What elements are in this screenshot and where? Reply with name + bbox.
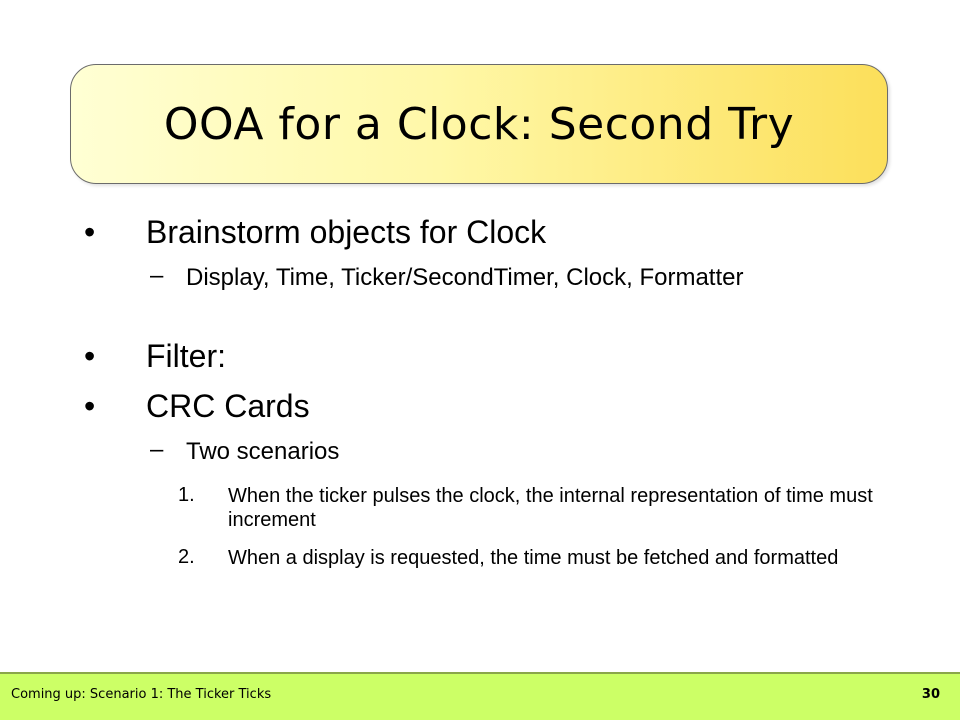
sub-bullet-text: Display, Time, Ticker/SecondTimer, Clock, Formatter — [186, 264, 744, 291]
page-number: 30 — [921, 687, 940, 702]
footer-bar — [0, 672, 960, 720]
scenario-number: 1. — [178, 484, 195, 506]
sub-bullet-marker: – — [150, 436, 164, 463]
title-box — [70, 64, 888, 184]
bullet-text: Brainstorm objects for Clock — [146, 214, 547, 250]
scenario-number: 2. — [178, 546, 195, 568]
sub-bullet-marker: – — [150, 262, 164, 289]
bullet-text: CRC Cards — [146, 388, 310, 424]
bullet-marker: • — [84, 338, 96, 374]
scenario-text: When a display is requested, the time must be fetched and formatted — [228, 547, 839, 569]
scenario-text: When the ticker pulses the clock, the internal representation of time must increment — [228, 485, 873, 531]
slide-title: OOA for a Clock: Second Try — [163, 98, 795, 150]
bullet-marker: • — [84, 214, 96, 250]
sub-bullet-text: Two scenarios — [186, 438, 340, 465]
bullet-text: Filter: — [146, 338, 226, 374]
bullet-marker: • — [84, 388, 96, 424]
footer-next-topic: Coming up: Scenario 1: The Ticker Ticks — [11, 687, 272, 702]
